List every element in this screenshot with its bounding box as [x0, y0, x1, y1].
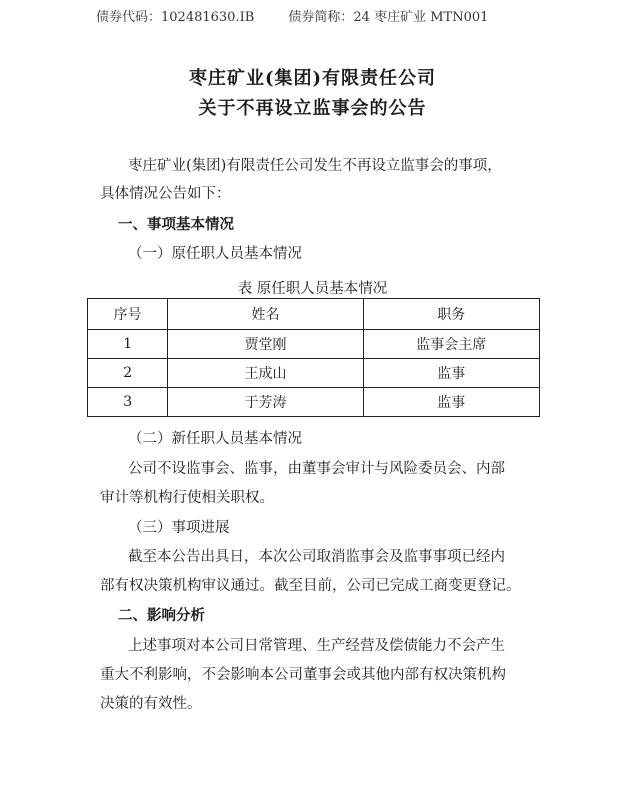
table-caption: 表 原任职人员基本情况: [237, 281, 388, 297]
section2-heading: 二、影响分析: [118, 607, 205, 624]
header-name: 姓名: [168, 299, 363, 330]
intro-line1: 枣庄矿业(集团)有限责任公司发生不再设立监事会的事项，: [128, 158, 502, 174]
sub3-line1: 截至本公告出具日，本次公司取消监事会及监事事项已经内: [128, 549, 505, 565]
cell-position: 监事: [363, 388, 539, 417]
bond-short-name: 债券简称：24 枣庄矿业 MTN001: [288, 10, 489, 25]
cell-name: 于芳涛: [168, 388, 363, 417]
sub2-line2: 审计等机构行使相关职权。: [100, 490, 274, 506]
section2-line3: 决策的有效性。: [100, 696, 202, 712]
intro-line2: 具体情况公告如下：: [100, 186, 231, 202]
cell-index: 1: [88, 330, 168, 359]
section1-sub1: （一）原任职人员基本情况: [128, 246, 302, 262]
bond-code: 债券代码：102481630.IB: [96, 10, 255, 25]
cell-position: 监事会主席: [363, 330, 539, 359]
table-row: [88, 388, 540, 417]
cell-index: 3: [88, 388, 168, 417]
table-row: [88, 330, 540, 359]
cell-position: 监事: [363, 359, 539, 388]
bond-header: [96, 6, 488, 25]
cell-name: 贾堂刚: [168, 330, 363, 359]
table-row: [88, 359, 540, 388]
sub3-heading: （三）事项进展: [128, 520, 230, 536]
table-header-row: [88, 299, 540, 330]
section2-line1: 上述事项对本公司日常管理、生产经营及偿债能力不会产生: [128, 638, 505, 654]
sub2-line1: 公司不设监事会、监事，由董事会审计与风险委员会、内部: [128, 461, 505, 477]
sub3-line2: 部有权决策机构审议通过。截至目前，公司已完成工商变更登记。: [100, 578, 521, 594]
cell-name: 王成山: [168, 359, 363, 388]
document-title-line1: 枣庄矿业(集团)有限责任公司: [188, 68, 437, 89]
header-position: 职务: [363, 299, 539, 330]
section2-line2: 重大不利影响，不会影响本公司董事会或其他内部有权决策机构: [100, 667, 506, 683]
header-index: 序号: [88, 299, 168, 330]
document-title-line2: 关于不再设立监事会的公告: [198, 98, 427, 119]
sub2-heading: （二）新任职人员基本情况: [128, 431, 302, 447]
section1-heading: 一、事项基本情况: [118, 216, 234, 233]
cell-index: 2: [88, 359, 168, 388]
staff-table: [87, 298, 540, 417]
